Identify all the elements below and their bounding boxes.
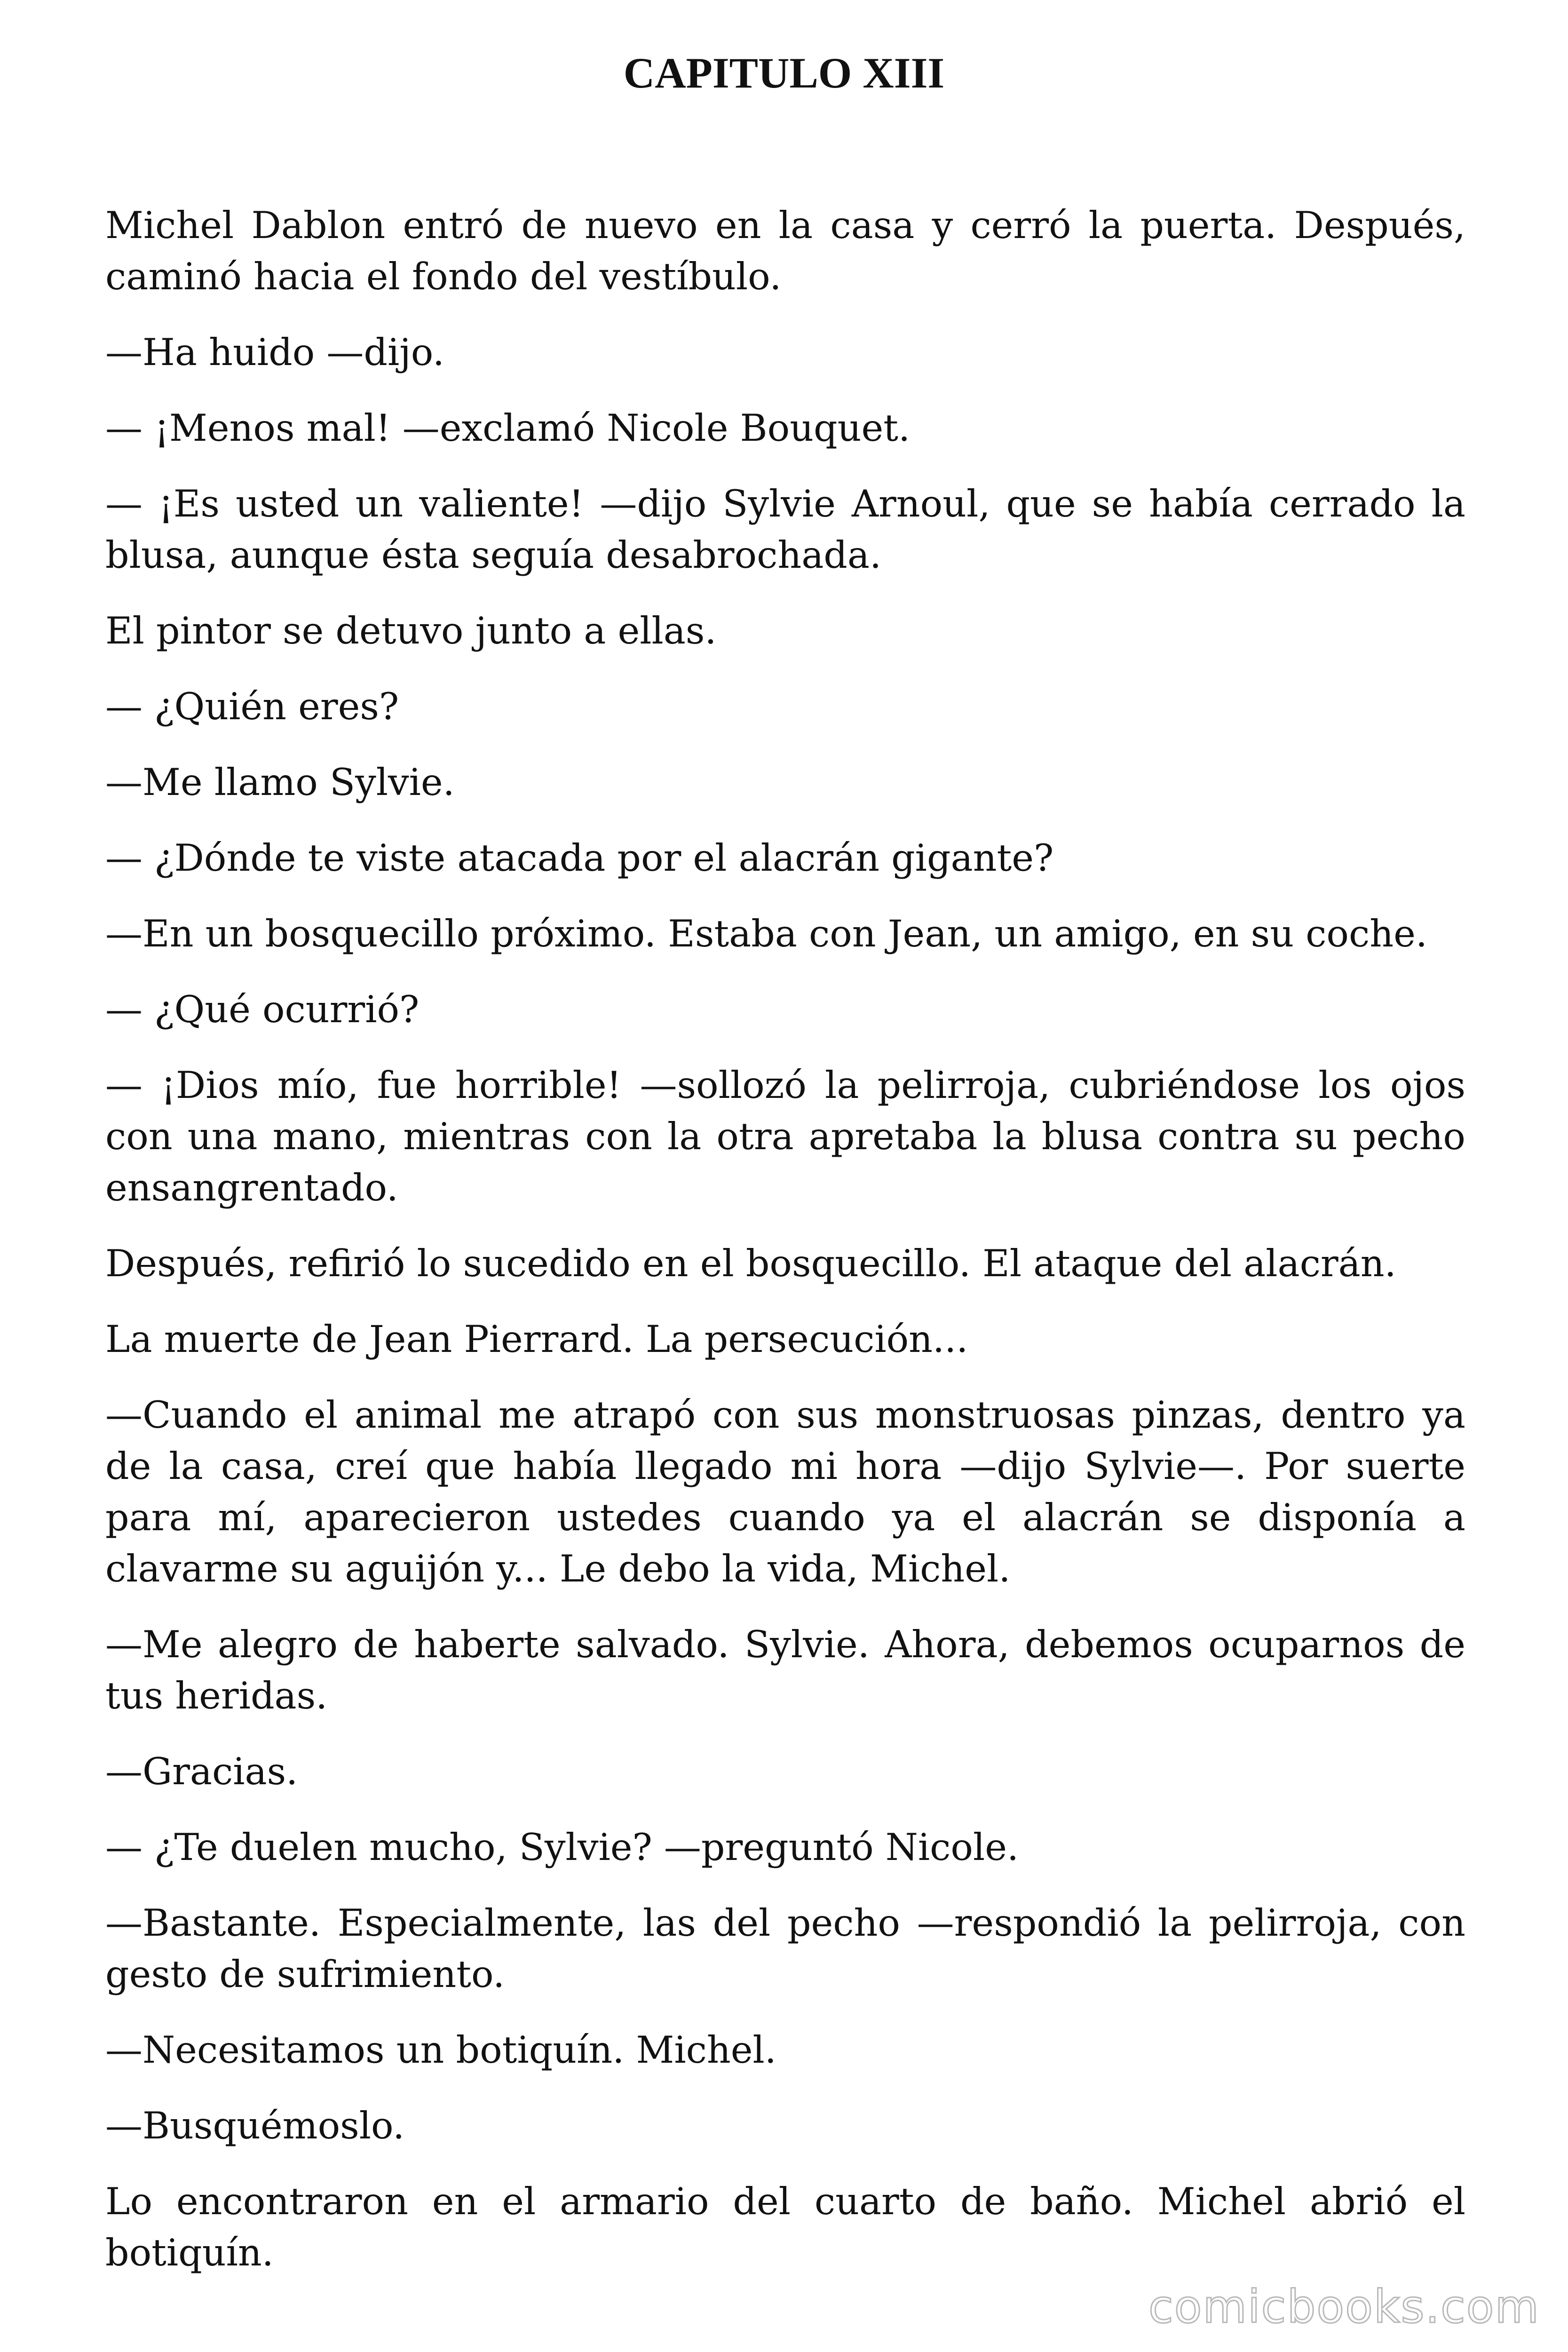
paragraph-3: — ¡Menos mal! —exclamó Nicole Bouquet. xyxy=(105,406,911,450)
paragraph-20: —Busquémoslo. xyxy=(105,2104,405,2147)
paragraph-1: Michel Dablon entró de nuevo en la casa y cerró la puerta. Después, caminó hacia el fondo del vestíbulo. xyxy=(105,204,1465,298)
paragraph-6: — ¿Quién eres? xyxy=(105,685,399,728)
paragraph-14: —Cuando el animal me atrapó con sus monstruosas pinzas, dentro ya de la casa, creí que había llegado mi hora —dijo Sylvie—. Por suerte para mí, aparecieron ustedes cuando ya el alacrán se disponía a clavarme su aguijón y... Le debo la vida, Michel. xyxy=(105,1393,1465,1590)
paragraph-19: —Necesitamos un botiquín. Michel. xyxy=(105,2028,776,2072)
chapter-body xyxy=(105,200,1465,2303)
paragraph-7: —Me llamo Sylvie. xyxy=(105,761,455,804)
paragraph-10: — ¿Qué ocurrió? xyxy=(105,988,420,1031)
paragraph-9: —En un bosquecillo próximo. Estaba con Jean, un amigo, en su coche. xyxy=(105,912,1427,955)
paragraph-12: Después, refirió lo sucedido en el bosquecillo. El ataque del alacrán. xyxy=(105,1242,1396,1285)
paragraph-8: — ¿Dónde te viste atacada por el alacrán gigante? xyxy=(105,836,1054,880)
paragraph-4: — ¡Es usted un valiente! —dijo Sylvie Arnoul, que se había cerrado la blusa, aunque ésta seguía desabrochada. xyxy=(105,482,1465,577)
site-watermark: comicbooks.com xyxy=(1148,2280,1540,2333)
paragraph-2: —Ha huido —dijo. xyxy=(105,331,444,374)
paragraph-11: — ¡Dios mío, fue horrible! —sollozó la pelirroja, cubriéndose los ojos con una mano, mientras con la otra apretaba la blusa contra su pecho ensangrentado. xyxy=(105,1064,1465,1209)
paragraph-21: Lo encontraron en el armario del cuarto de baño. Michel abrió el botiquín. xyxy=(105,2180,1465,2274)
paragraph-13: La muerte de Jean Pierrard. La persecución... xyxy=(105,1318,968,1361)
paragraph-15: —Me alegro de haberte salvado. Sylvie. Ahora, debemos ocuparnos de tus heridas. xyxy=(105,1623,1465,1717)
paragraph-5: El pintor se detuvo junto a ellas. xyxy=(105,609,717,652)
paragraph-16: —Gracias. xyxy=(105,1750,298,1793)
paragraph-17: — ¿Te duelen mucho, Sylvie? —preguntó Nicole. xyxy=(105,1826,1019,1869)
paragraph-18: —Bastante. Especialmente, las del pecho —respondió la pelirroja, con gesto de sufrimiento. xyxy=(105,1901,1465,1996)
chapter-title: CAPITULO XIII xyxy=(623,49,945,97)
